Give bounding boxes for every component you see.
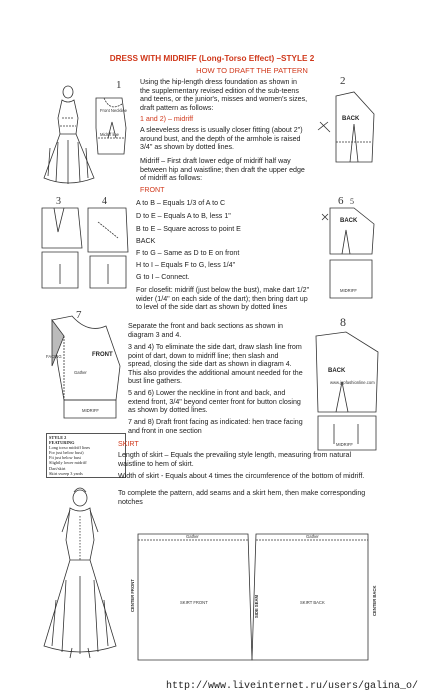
- midriff-label-6: MIDRIFF: [340, 288, 357, 293]
- midriff-label-8: MIDRIFF: [336, 442, 353, 447]
- back-label-6: BACK: [340, 218, 358, 224]
- section-1-paragraph-2: Midriff – First draft lower edge of midriff half way between hip and waistline; then draft the upper edge of midriff as follows:: [140, 157, 305, 183]
- diagram-7: [44, 306, 128, 424]
- section-1-paragraph-1: A sleeveless dress is usually closer fitting (about 2") around bust, and the depth of the armhole is raised 3/4" as shown by dotted lines.: [140, 126, 303, 152]
- facing-label: FACING: [46, 354, 62, 359]
- diagram-1: [38, 78, 134, 190]
- closefit-text: For closefit: midriff (just below the bust), make dart 1/2" wider (1/4" on each side of the dart); then bring dart up to level of the side dart as shown by dotted lines: [136, 286, 310, 312]
- front-a-to-b: A to B – Equals 1/3 of A to C: [136, 199, 226, 207]
- skirt-pattern: [130, 528, 380, 668]
- section-1-heading: 1 and 2) – midriff: [140, 115, 194, 123]
- skirt-length-text: Length of skirt – Equals the prevailing style length, measuring from natural waistline to hem of skirt.: [118, 451, 352, 468]
- diagram-8: [306, 312, 392, 454]
- back-label-8: BACK: [328, 368, 346, 374]
- style-box-line: For just below bust): [49, 450, 84, 456]
- page-title: DRESS WITH MIDRIFF (Long-Torso Effect) –STYLE 2: [109, 54, 315, 63]
- front-heading: FRONT: [140, 186, 165, 194]
- diagram-number-2: 2: [340, 75, 346, 87]
- diagram-number-8: 8: [340, 315, 346, 329]
- diagram-3-4: [38, 192, 134, 296]
- gather-back-label: Gather: [306, 534, 319, 539]
- dress-illustration: [36, 480, 122, 660]
- diagram-number-1: 1: [116, 79, 122, 91]
- skirt-width-text: Width of skirt - Equals about 4 times the circumference of the bottom of midriff.: [118, 472, 365, 480]
- skirt-heading: SKIRT: [118, 440, 139, 448]
- paragraph-7-8: 7 and 8) Draft front facing as indicated: hen trace facing and front in one section: [128, 418, 303, 435]
- page-subtitle: HOW TO DRAFT THE PATTERN: [196, 66, 308, 75]
- paragraph-5-6: 5 and 6) Lower the neckline in front and back, and extend front, 3/4" beyond center front for button closing as shown by dotted lines.: [128, 389, 301, 415]
- intro-text: Using the hip-length dress foundation as shown in the supplementary revised edition of the sub-teens and teens, or the junior's, misses and women's sizes, draft pattern as follows:: [140, 78, 308, 112]
- watermark: www.jopfashionline.com: [330, 380, 375, 385]
- style-box: [46, 433, 126, 478]
- back-heading: BACK: [136, 237, 156, 245]
- midriff-line-label: Midriff line: [100, 132, 120, 137]
- diagram-number-5: 5: [350, 197, 354, 206]
- style-box-line: Dart/skirt: [49, 465, 66, 471]
- back-label-2: BACK: [342, 116, 360, 122]
- side-seam-label: SIDE SEAM: [254, 594, 259, 618]
- diagram-2: [314, 74, 386, 192]
- style-box-line: Slightly lower midriff: [49, 460, 87, 466]
- style-box-line: Skirt sweep 3 yards: [49, 470, 83, 476]
- skirt-back-label: SKIRT BACK: [300, 600, 325, 605]
- separate-text: Separate the front and back sections as shown in diagram 3 and 4.: [128, 322, 283, 339]
- diagram-number-7: 7: [76, 309, 82, 321]
- front-d-to-e: D to E – Equals A to B, less 1": [136, 212, 231, 220]
- midriff-label-7: MIDRIFF: [82, 408, 99, 413]
- front-b-to-e: B to E – Square across to point E: [136, 225, 241, 233]
- center-back-label: CENTER BACK: [372, 585, 377, 616]
- diagram-number-6: 6: [338, 195, 344, 207]
- skirt-front-label: SKIRT FRONT: [180, 600, 208, 605]
- back-g-to-i: G to I – Connect.: [136, 273, 190, 281]
- style-box-line: FEATURING: [49, 440, 75, 446]
- paragraph-3-4: 3 and 4) To eliminate the side dart, draw slash line from point of dart, down to midriff line; then slash and spread, closing the side dart as shown in diagram 4. This also provides the additional amount needed for the bust line gathers.: [128, 343, 303, 386]
- gather-front-label: Gather: [186, 534, 199, 539]
- back-f-to-g: F to G – Same as D to E on front: [136, 249, 240, 257]
- back-h-to-i: H to I – Equals F to G, less 1/4": [136, 261, 236, 269]
- style-box-line: Long torso midriff lines: [49, 445, 91, 451]
- diagram-5-6: [314, 194, 386, 306]
- style-box-line: Fit just below bust: [49, 455, 81, 461]
- source-url: http://www.liveinternet.ru/users/galina_o/: [165, 681, 418, 692]
- gather-label-7: Gather: [74, 370, 87, 375]
- center-front-label: CENTER FRONT: [130, 579, 135, 612]
- style-box-line: STYLE 2: [49, 435, 67, 440]
- diagram-number-3: 3: [56, 196, 61, 207]
- front-neckline-label: Front Neckline: [100, 108, 127, 113]
- skirt-complete-text: To complete the pattern, add seams and a skirt hem, then make corresponding notches: [118, 489, 366, 506]
- front-label-7: FRONT: [92, 352, 113, 358]
- diagram-number-4: 4: [102, 196, 107, 207]
